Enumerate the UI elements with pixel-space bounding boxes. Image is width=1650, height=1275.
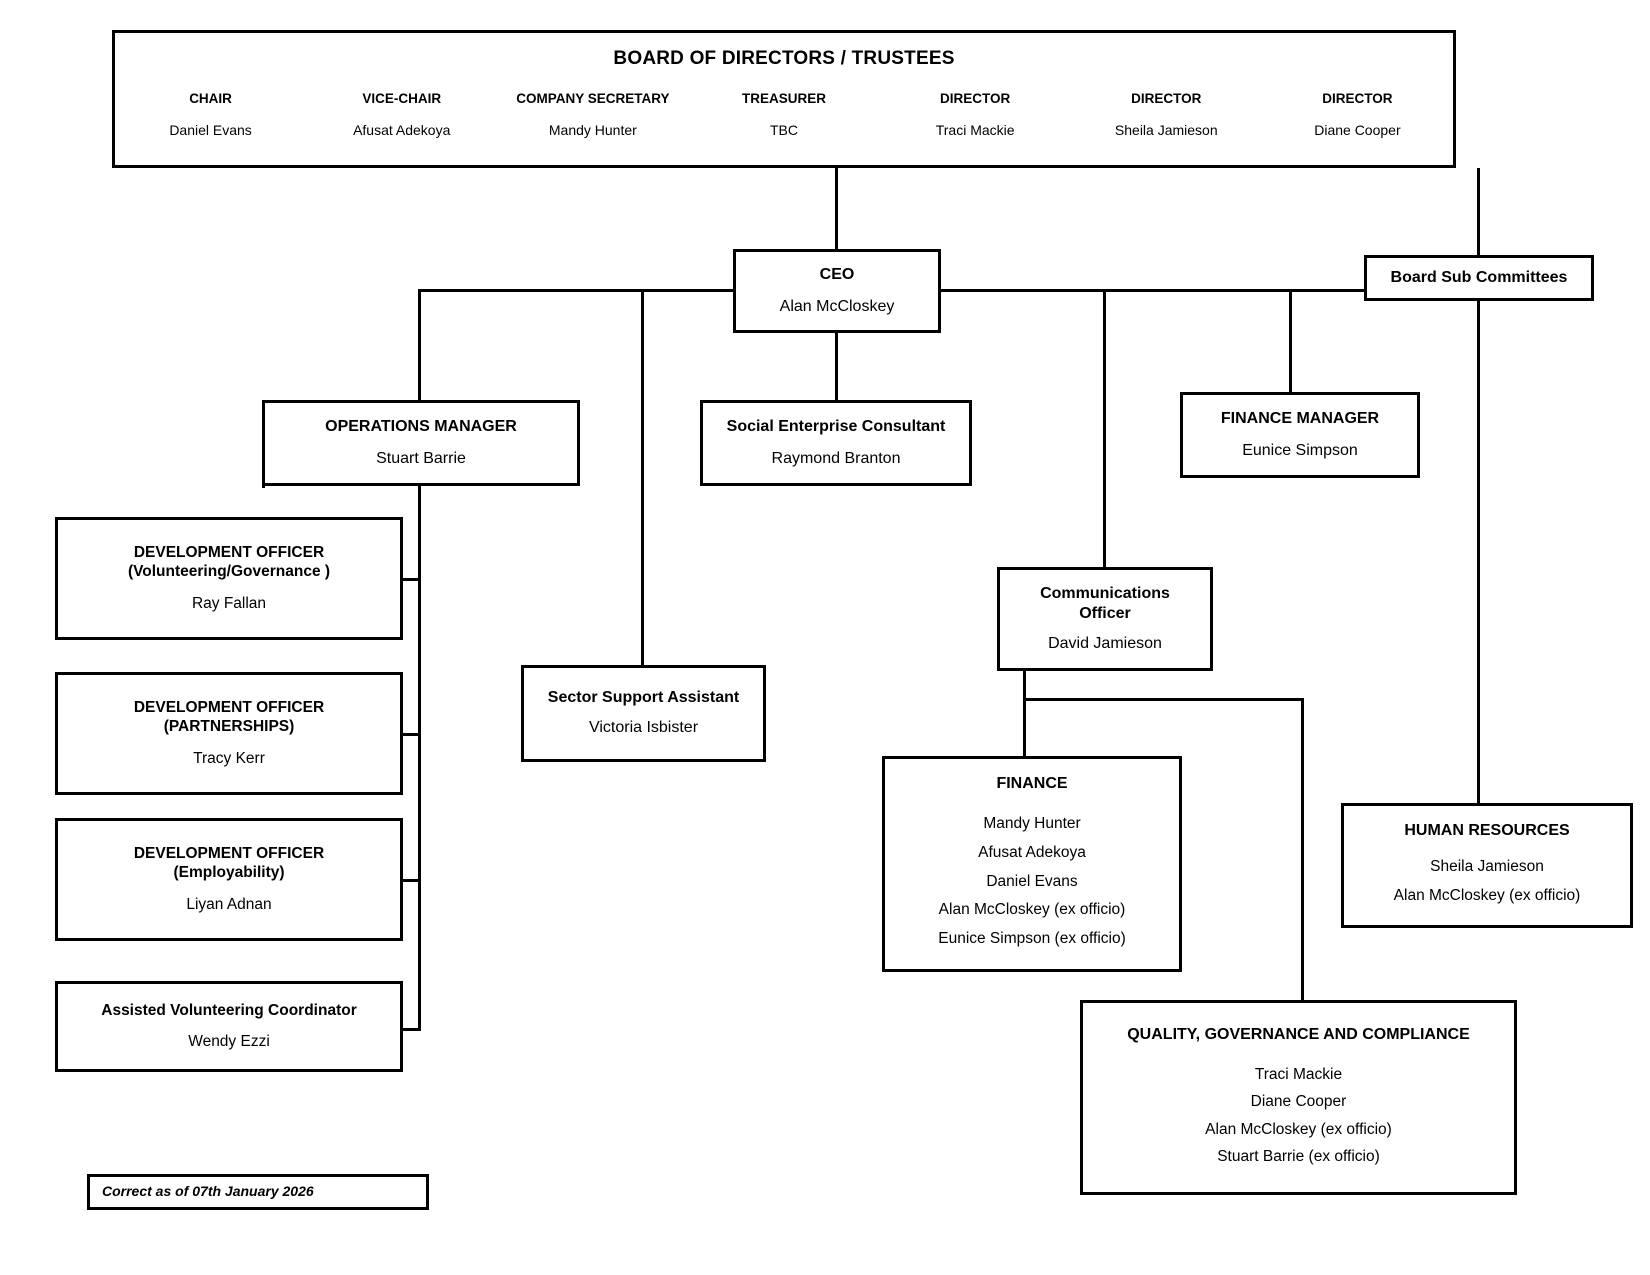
sector-support-assistant-name: Victoria Isbister	[588, 719, 699, 737]
finance-committee-member: Alan McCloskey (ex officio)	[938, 901, 1126, 919]
finance-committee-member: Afusat Adekoya	[978, 843, 1086, 861]
operations-manager-name: Stuart Barrie	[376, 449, 466, 467]
finance-committee-members	[938, 810, 1126, 953]
development-officer-title-line2: (Volunteering/Governance )	[127, 563, 331, 581]
board-role: CHAIR	[189, 90, 232, 106]
assisted-volunteering-coordinator-title: Assisted Volunteering Coordinator	[101, 1001, 357, 1019]
connector-committee-bus	[1023, 698, 1304, 701]
connector-comms-down	[1023, 671, 1026, 700]
board-names-row	[115, 122, 1453, 138]
social-enterprise-consultant-name: Raymond Branton	[771, 449, 901, 467]
development-officer-title-line1: DEVELOPMENT OFFICER	[133, 699, 325, 717]
board-role: DIRECTOR	[1131, 90, 1202, 106]
connector-do1-horizontal	[403, 578, 421, 581]
development-officer-title-line2: (PARTNERSHIPS)	[163, 718, 295, 736]
communications-officer-box	[997, 567, 1213, 671]
correct-as-of-text: Correct as of 07th January 2026	[102, 1183, 314, 1200]
connector-do2-horizontal	[403, 733, 421, 736]
connector-ceo-social-vertical	[835, 333, 838, 400]
finance-committee-box	[882, 756, 1182, 972]
quality-governance-compliance-member: Stuart Barrie (ex officio)	[1217, 1147, 1380, 1165]
communications-officer-title-line1: Communications	[1040, 584, 1170, 602]
development-officer-name: Ray Fallan	[191, 594, 267, 612]
sector-support-assistant-box	[521, 665, 766, 762]
board-member-name: Sheila Jamieson	[1114, 121, 1218, 138]
human-resources-member: Alan McCloskey (ex officio)	[1393, 886, 1581, 904]
human-resources-members	[1394, 853, 1581, 910]
board-member-name: Afusat Adekoya	[353, 121, 451, 138]
board-title: BOARD OF DIRECTORS / TRUSTEES	[613, 48, 955, 69]
quality-governance-compliance-member: Traci Mackie	[1254, 1066, 1343, 1084]
board-member-name: Diane Cooper	[1314, 121, 1401, 138]
assisted-volunteering-coordinator-name: Wendy Ezzi	[188, 1033, 270, 1051]
board-member-name: TBC	[769, 121, 798, 138]
connector-subcommittees-spine	[1477, 301, 1480, 865]
board-of-directors-box	[112, 30, 1456, 168]
board-role: DIRECTOR	[1322, 90, 1393, 106]
finance-committee-title: FINANCE	[996, 775, 1068, 793]
operations-manager-title: OPERATIONS MANAGER	[325, 417, 517, 435]
board-role: COMPANY SECRETARY	[516, 90, 670, 106]
quality-governance-compliance-member: Diane Cooper	[1250, 1093, 1347, 1111]
social-enterprise-consultant-box	[700, 400, 972, 486]
quality-governance-compliance-members	[1205, 1061, 1392, 1170]
development-officer-volunteering-box	[55, 517, 403, 640]
connector-bus-to-finance	[1023, 698, 1026, 756]
board-member-name: Daniel Evans	[169, 121, 252, 138]
connector-board-subcommittees-vertical	[1477, 168, 1480, 255]
finance-committee-member: Daniel Evans	[986, 872, 1078, 890]
board-role: VICE-CHAIR	[362, 90, 442, 106]
connector-board-ceo-vertical	[835, 168, 838, 249]
development-officer-name: Tracy Kerr	[193, 749, 265, 767]
sector-support-assistant-title: Sector Support Assistant	[547, 689, 740, 707]
board-member-name: Traci Mackie	[935, 121, 1015, 138]
finance-committee-member: Mandy Hunter	[983, 815, 1081, 833]
ceo-title: CEO	[819, 265, 855, 283]
human-resources-box	[1341, 803, 1633, 928]
human-resources-member: Sheila Jamieson	[1430, 857, 1544, 875]
board-roles-row	[115, 91, 1453, 106]
development-officer-partnerships-box	[55, 672, 403, 795]
development-officer-title-line2: (Employability)	[173, 864, 285, 882]
development-officer-title-line1: DEVELOPMENT OFFICER	[133, 845, 325, 863]
ceo-name: Alan McCloskey	[779, 297, 895, 315]
connector-sector-support-vertical	[641, 289, 644, 665]
board-role: TREASURER	[741, 90, 826, 106]
connector-finmgr-comms-vertical	[1103, 289, 1106, 567]
communications-officer-name: David Jamieson	[1048, 634, 1162, 652]
quality-governance-compliance-title: QUALITY, GOVERNANCE AND COMPLIANCE	[1127, 1026, 1470, 1044]
board-role: DIRECTOR	[940, 90, 1011, 106]
board-sub-committees-title: Board Sub Committees	[1390, 269, 1568, 286]
finance-manager-name: Eunice Simpson	[1242, 441, 1358, 459]
connector-avc-horizontal	[403, 1028, 421, 1031]
development-officer-title-line1: DEVELOPMENT OFFICER	[133, 544, 325, 562]
quality-governance-compliance-box	[1080, 1000, 1517, 1195]
correct-as-of-footer-box	[87, 1174, 429, 1210]
connector-do3-horizontal	[403, 879, 421, 882]
finance-manager-title: FINANCE MANAGER	[1220, 409, 1380, 427]
connector-finance-manager-vertical	[1289, 289, 1292, 392]
development-officer-employability-box	[55, 818, 403, 941]
board-sub-committees-box	[1364, 255, 1594, 301]
finance-committee-member: Eunice Simpson (ex officio)	[938, 930, 1126, 947]
operations-manager-box	[262, 400, 580, 486]
development-officer-name: Liyan Adnan	[186, 895, 272, 913]
finance-manager-box	[1180, 392, 1420, 478]
connector-bus-to-qgc	[1301, 698, 1304, 1000]
social-enterprise-consultant-title: Social Enterprise Consultant	[726, 417, 946, 435]
board-member-name: Mandy Hunter	[548, 121, 637, 138]
ceo-box	[733, 249, 941, 333]
quality-governance-compliance-member: Alan McCloskey (ex officio)	[1205, 1120, 1392, 1138]
communications-officer-title-line2: Officer	[1079, 604, 1131, 622]
assisted-volunteering-coordinator-box	[55, 981, 403, 1072]
human-resources-title: HUMAN RESOURCES	[1404, 821, 1570, 839]
